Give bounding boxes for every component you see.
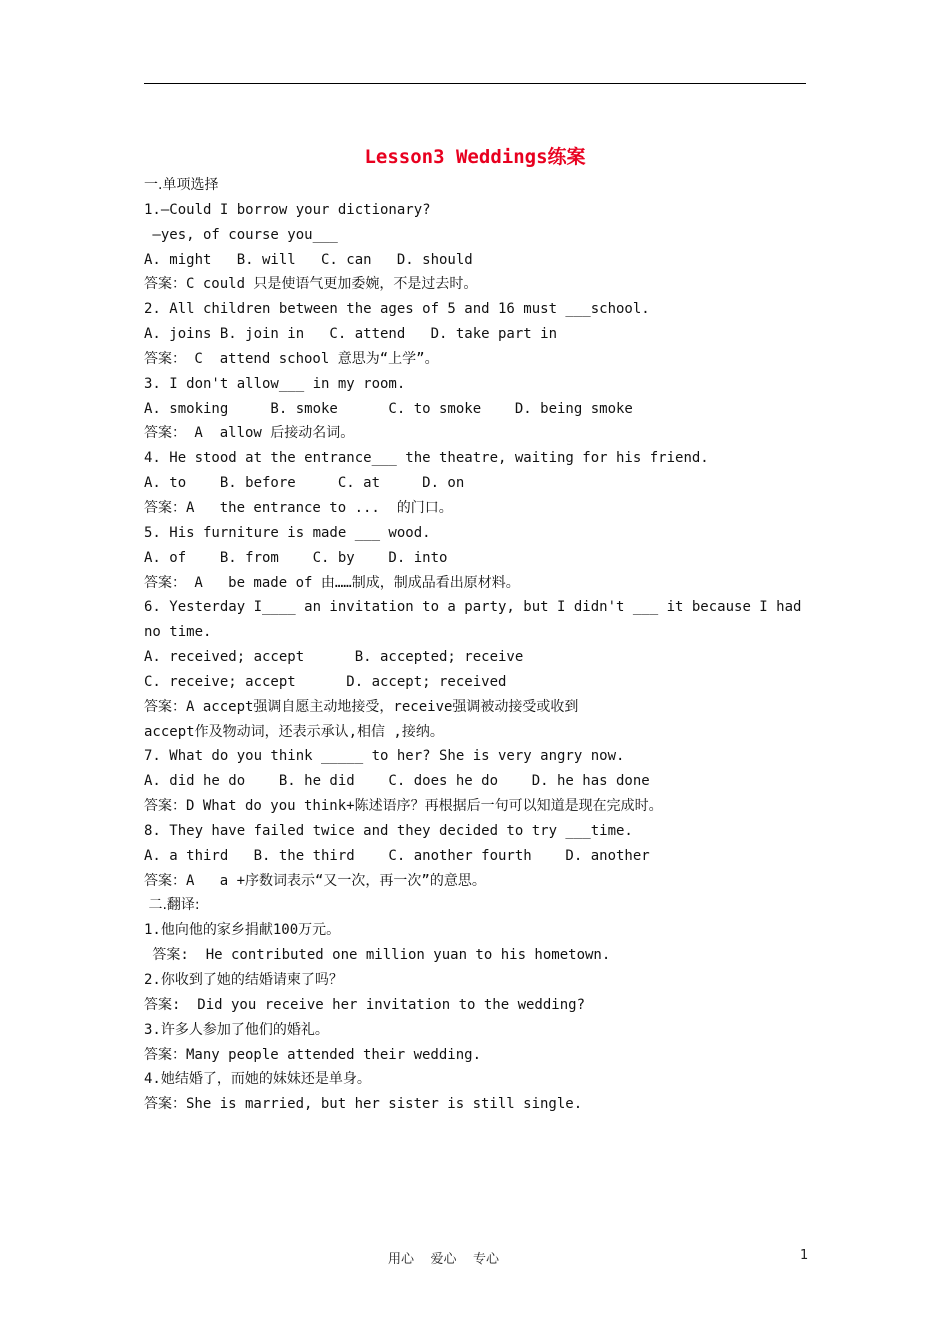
question-3-options: A. smoking B. smoke C. to smoke D. being smoke bbox=[144, 400, 633, 417]
question-6-line-2: no time. bbox=[144, 624, 212, 641]
page-title: Lesson3 Weddings练案 bbox=[364, 146, 586, 168]
question-3-answer: 答案： A allow 后接动名词。 bbox=[144, 425, 355, 442]
question-6-answer-2: accept作及物动词，还表示承认,相信 ,接纳。 bbox=[144, 723, 444, 740]
question-7-options: A. did he do B. he did C. does he do D. he has done bbox=[144, 773, 650, 790]
translation-4: 4.她结婚了，而她的妹妹还是单身。 bbox=[144, 1071, 371, 1088]
question-6-options-2: C. receive; accept D. accept; received bbox=[144, 673, 507, 690]
question-4-options: A. to B. before C. at D. on bbox=[144, 475, 465, 492]
question-1-line-2: —yes, of course you___ bbox=[144, 226, 338, 243]
question-6-line-1: 6. Yesterday I____ an invitation to a party, but I didn't ___ it because I had bbox=[144, 599, 802, 616]
question-2-answer: 答案： C attend school 意思为“上学”。 bbox=[144, 350, 439, 367]
header-rule bbox=[144, 83, 806, 84]
page-number: 1 bbox=[800, 1248, 809, 1263]
question-8-answer: 答案：A a +序数词表示“又一次，再一次”的意思。 bbox=[144, 872, 486, 889]
question-7-answer: 答案：D What do you think+陈述语序？再根据后一句可以知道是现在完成时。 bbox=[144, 798, 663, 815]
question-5-options: A. of B. from C. by D. into bbox=[144, 549, 448, 566]
translation-2-answer: 答案: Did you receive her invitation to the wedding? bbox=[144, 996, 586, 1013]
question-5-answer: 答案： A be made of 由……制成，制成品看出原材料。 bbox=[144, 574, 520, 591]
translation-1-answer: 答案: He contributed one million yuan to his hometown. bbox=[144, 947, 611, 964]
translation-3-answer: 答案：Many people attended their wedding. bbox=[144, 1046, 482, 1063]
question-5: 5. His furniture is made ___ wood. bbox=[144, 524, 431, 541]
question-8: 8. They have failed twice and they decided to try ___time. bbox=[144, 822, 633, 839]
footer-motto: 用心 爱心 专心 bbox=[388, 1252, 500, 1267]
section-heading: 一.单项选择 bbox=[144, 177, 219, 193]
translation-3: 3.许多人参加了他们的婚礼。 bbox=[144, 1021, 329, 1038]
question-1-answer: 答案：C could 只是使语气更加委婉，不是过去时。 bbox=[144, 276, 478, 293]
question-8-options: A. a third B. the third C. another fourth D. another bbox=[144, 847, 650, 864]
question-6-options-1: A. received; accept B. accepted; receive bbox=[144, 649, 524, 666]
question-1-options: A. might B. will C. can D. should bbox=[144, 251, 473, 268]
translation-1: 1.他向他的家乡捐献100万元。 bbox=[144, 922, 341, 939]
question-2: 2. All children between the ages of 5 and 16 must ___school. bbox=[144, 301, 650, 318]
document-body bbox=[144, 173, 808, 1117]
question-1-line-1: 1.—Could I borrow your dictionary? bbox=[144, 201, 431, 218]
translation-2: 2.你收到了她的结婚请柬了吗？ bbox=[144, 972, 343, 988]
translation-heading: 二.翻译: bbox=[144, 897, 200, 914]
question-4: 4. He stood at the entrance___ the theatre, waiting for his friend. bbox=[144, 450, 709, 467]
question-7: 7. What do you think _____ to her? She is very angry now. bbox=[144, 748, 625, 765]
question-3: 3. I don't allow___ in my room. bbox=[144, 375, 406, 392]
question-2-options: A. joins B. join in C. attend D. take part in bbox=[144, 326, 558, 343]
question-4-answer: 答案：A the entrance to ... 的门口。 bbox=[144, 499, 453, 516]
translation-4-answer: 答案：She is married, but her sister is still single. bbox=[144, 1096, 583, 1113]
question-6-answer-1: 答案：A accept强调自愿主动地接受，receive强调被动接受或收到 bbox=[144, 698, 579, 715]
